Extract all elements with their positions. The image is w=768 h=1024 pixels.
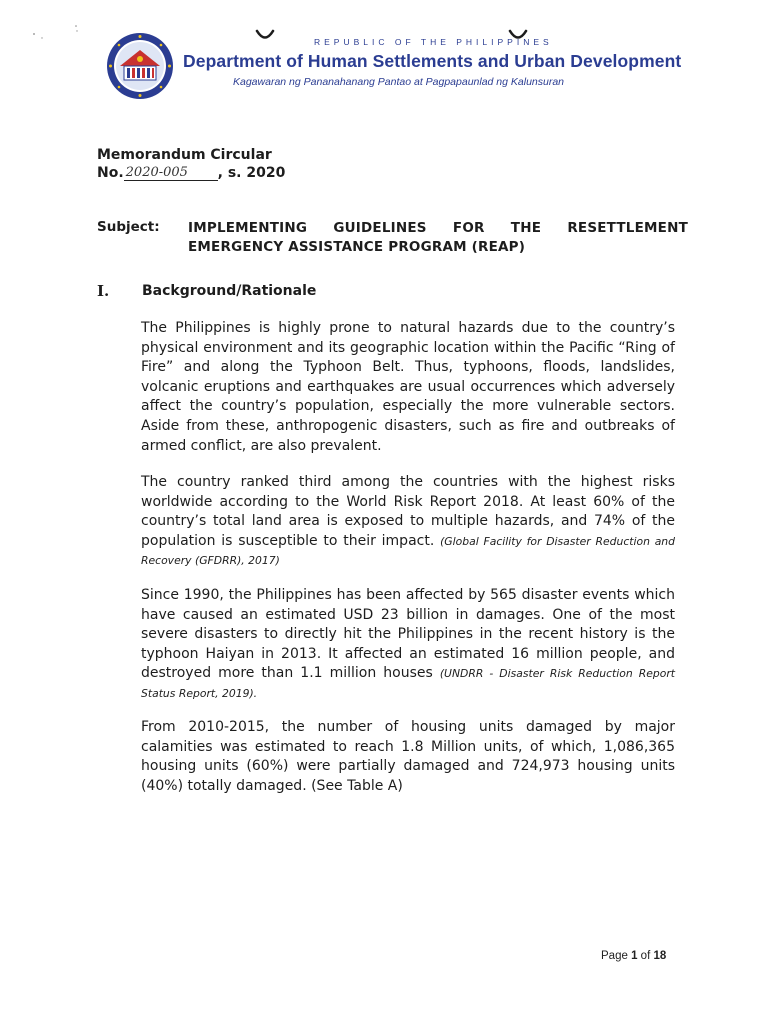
republic-heading: REPUBLIC OF THE PHILIPPINES (314, 37, 553, 47)
memo-title: Memorandum Circular (97, 147, 272, 163)
section-title: Background/Rationale (142, 283, 317, 299)
page-of: of (640, 950, 651, 962)
page-prefix: Page (601, 950, 628, 962)
scan-specks (30, 20, 90, 50)
subject-text: IMPLEMENTING GUIDELINES FOR THE RESETTLEMENT EMERGENCY ASSISTANCE PROGRAM (REAP) (188, 220, 688, 255)
header-arc-right-icon (508, 28, 528, 44)
paragraph-disaster-events-text: Since 1990, the Philippines has been affected by 565 disaster events which have caused an estimated USD 23 billion in damages. One of the most severe disasters to directly hit the Philippines in the recent history is the typhoon Haiyan in 2013. It affected an estimated 16 million people, and destroyed more than 1.1 million houses (141, 587, 675, 682)
paragraph-hazards-text: The Philippines is highly prone to natural hazards due to the country’s physical environment and its geographic location within the Pacific “Ring of Fire” and along the Typhoon Belt. Thus, typhoons, floods, landslides, volcanic eruptions and earthquakes are usual occurrences which adversely affect the country’s population, especially the more vulnerable sectors. Aside from these, anthropogenic disasters, such as fire and outbreaks of armed conflict, are also prevalent. (141, 320, 675, 454)
dhsud-seal-icon (106, 32, 174, 100)
paragraph-disaster-events (141, 586, 675, 704)
memo-number (97, 165, 285, 182)
section-number: I. (97, 282, 110, 300)
paragraph-hazards (141, 319, 675, 456)
department-name: Department of Human Settlements and Urban Development (183, 51, 682, 71)
paragraph-housing-damage-text: From 2010-2015, the number of housing units damaged by major calamities was estimated to reach 1.8 Million units, of which, 1,086,365 housing units (60%) were partially damaged and 724,973 housing units (40%) totally damaged. (See Table A) (141, 719, 675, 794)
subject-label: Subject: (97, 219, 160, 235)
department-tagline: Kagawaran ng Pananahanang Pantao at Pagpapaunlad ng Kalunsuran (233, 76, 565, 88)
memo-number-suffix: , s. 2020 (217, 165, 286, 181)
page-total: 18 (653, 950, 667, 962)
memo-number-handwritten: 2020-005 (124, 165, 218, 181)
paragraph-world-risk (141, 473, 675, 571)
memo-number-prefix: No. (97, 165, 124, 181)
page-current: 1 (631, 950, 638, 962)
citation-gfdrr: (Global Facility for Disaster Reduction and Recovery (GFDRR), 2017) (141, 534, 676, 568)
paragraph-world-risk-text: The country ranked third among the countries with the highest risks worldwide according to the World Risk Report 2018. At least 60% of the country’s total land area is exposed to multiple hazards, and 74% of the population is susceptible to their impact. (141, 474, 675, 549)
page-number (601, 950, 666, 962)
header-arc-left-icon (255, 28, 275, 44)
paragraph-housing-damage (141, 718, 675, 796)
citation-undrr: (UNDRR - Disaster Risk Reduction Report Status Report, 2019). (141, 667, 675, 700)
